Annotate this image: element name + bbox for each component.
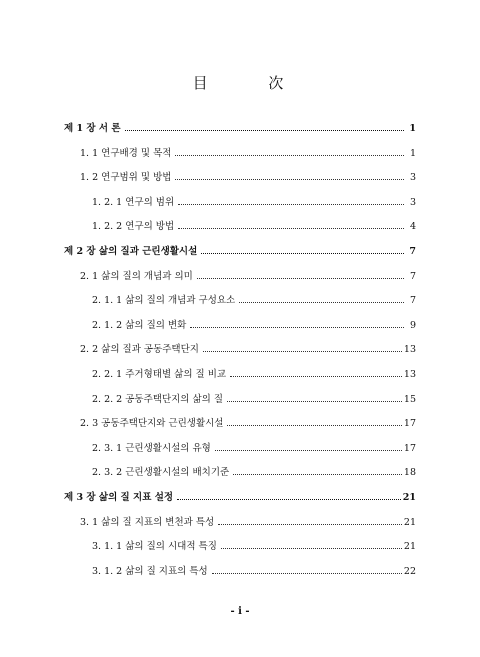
toc-entry-label: 1. 1 연구배경 및 목적 [80,147,172,159]
toc-leader-dots [233,474,402,475]
toc-page-number: 22 [403,565,416,577]
toc-page-number: 1 [409,147,416,159]
toc-entry[interactable] [80,170,416,186]
toc-entry-label: 3. 1. 2 삶의 질 지표의 특성 [92,565,208,577]
toc-entry-label: 2. 3 공동주택단지와 근린생활시설 [80,418,224,430]
toc-entry[interactable] [80,515,416,531]
toc-entry-label: 2. 2. 2 공동주택단지의 삶의 질 [92,393,224,405]
toc-entry-label: 제 1 장 서 론 [64,123,121,134]
toc-page-number: 7 [409,246,416,257]
toc-chapter-entry[interactable] [64,490,416,506]
toc-entry-label: 2. 1. 1 삶의 질의 개념과 구성요소 [92,295,236,307]
toc-page-number: 3 [409,172,416,184]
toc-entry[interactable] [92,219,416,235]
toc-leader-dots [178,204,404,205]
toc-leader-dots [230,376,402,377]
toc-chapter-entry[interactable] [64,244,416,260]
toc-entry[interactable] [92,367,416,383]
toc-page-number: 17 [403,442,416,454]
toc-leader-dots [239,302,404,303]
toc-leader-dots [221,548,402,549]
toc-entry-label: 1. 2 연구범위 및 방법 [80,172,172,184]
toc-entry-label: 1. 2. 1 연구의 범위 [92,196,175,208]
toc-leader-dots [227,425,401,426]
toc-entry-label: 제 3 장 삶의 질 지표 설정 [64,492,174,503]
toc-entry[interactable] [92,293,416,309]
toc-entry-label: 2. 2. 1 주거형태별 삶의 질 비교 [92,369,227,380]
toc-page-number: 3 [409,196,416,208]
page-title: 目 次 [192,74,312,92]
toc-entry-label: 2. 3. 2 근린생활시설의 배치기준 [92,467,230,479]
toc-entry[interactable] [92,465,416,481]
toc-leader-dots [212,573,402,574]
page-number-footer: - i - [230,606,250,617]
toc-leader-dots [201,253,404,254]
toc-entry[interactable] [80,269,416,285]
toc-leader-dots [125,130,404,131]
toc-page-number: 18 [403,467,416,479]
toc-page-number: 9 [409,319,416,331]
toc-leader-dots [218,524,402,525]
toc-entry-label: 2. 3. 1 근린생활시설의 유형 [92,442,211,454]
toc-entry[interactable] [92,318,416,334]
toc-entry-label: 3. 1. 1 삶의 질의 시대적 특징 [92,541,217,553]
toc-entry[interactable] [92,392,416,408]
toc-entry[interactable] [92,539,416,555]
toc-page-number: 7 [409,295,416,307]
toc-entry[interactable] [80,342,416,358]
toc-leader-dots [190,327,404,328]
toc-page-number: 21 [402,492,416,503]
toc-entry[interactable] [80,146,416,162]
toc-entry-label: 3. 1 삶의 질 지표의 변천과 특성 [80,516,215,528]
toc-entry[interactable] [92,564,416,580]
toc-leader-dots [215,450,402,451]
toc-entry[interactable] [92,441,416,457]
toc-leader-dots [178,228,404,229]
toc-entry-label: 2. 1. 2 삶의 질의 변화 [92,319,187,331]
toc-entry[interactable] [80,416,416,432]
toc-entry[interactable] [92,195,416,211]
toc-page-number: 13 [403,344,416,356]
toc-entry-label: 2. 2 삶의 질과 공동주택단지 [80,344,199,356]
toc-leader-dots [177,499,401,500]
toc-entry-label: 2. 1 삶의 질의 개념과 의미 [80,270,193,282]
toc-page-number: 17 [403,418,416,430]
toc-leader-dots [175,155,404,156]
toc-chapter-entry[interactable] [64,121,416,137]
toc-page-number: 7 [409,270,416,282]
toc-page-number: 4 [409,221,416,233]
toc-page-number: 21 [403,541,416,553]
toc-page-number: 21 [403,516,416,528]
toc-entry-label: 제 2 장 삶의 질과 근린생활시설 [64,246,198,257]
toc-leader-dots [203,351,402,352]
toc-leader-dots [197,278,404,279]
toc-page-number: 13 [403,369,416,380]
toc-leader-dots [227,401,402,402]
toc-leader-dots [175,179,404,180]
toc-entry-label: 1. 2. 2 연구의 방법 [92,221,175,233]
toc-page-number: 1 [409,123,416,134]
toc-page-number: 15 [403,393,416,405]
